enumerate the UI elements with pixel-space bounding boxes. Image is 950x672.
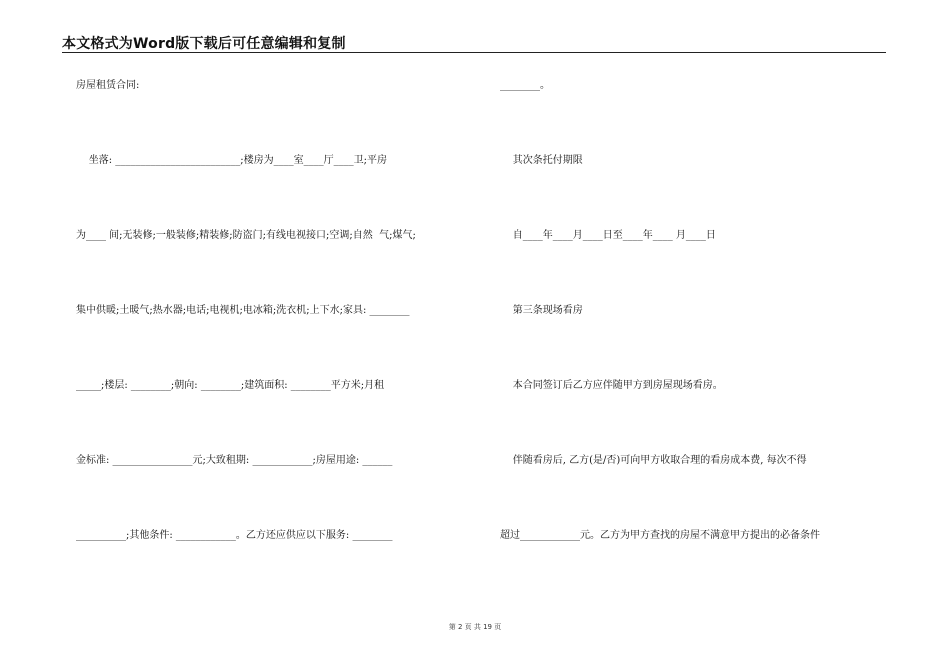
left-text-column [76, 0, 476, 672]
page-number-footer: 第 2 页 共 19 页 [448, 623, 502, 631]
left-line-4: 集中供暖;土暖气;热水器;电话;电视机;电冰箱;洗衣机;上下水;家具: ________ [76, 305, 410, 316]
right-text-column [500, 0, 890, 672]
document-header-title: 本文格式为Word版下载后可任意编辑和复制 [62, 36, 346, 52]
left-line-3: 为____ 间;无装修;一般装修;精装修;防盗门;有线电视接口;空调;自然 气;煤气; [76, 230, 416, 241]
right-line-1: ________。 [500, 80, 550, 91]
left-line-5: _____;楼层: ________;朝向: ________;建筑面积: ________平方米;月租 [76, 380, 385, 391]
left-line-6: 金标准: ________________元;大致租期: ____________;房屋用途: ______ [76, 455, 393, 466]
right-line-6: 伴随看房后, 乙方(是/否)可向甲方收取合理的看房成本费, 每次不得 [500, 455, 807, 466]
right-line-3: 自____年____月____日至____年____ 月____日 [500, 230, 716, 241]
left-line-1: 房屋租赁合同: [76, 80, 140, 91]
right-line-4: 第三条现场看房 [500, 305, 583, 316]
right-line-7: 超过____________元。乙方为甲方查找的房屋不满意甲方提出的必备条件 [500, 530, 820, 541]
left-line-7: __________;其他条件: ____________。乙方还应供应以下服务: ________ [76, 530, 393, 541]
right-line-2: 其次条托付期限 [500, 155, 583, 166]
left-line-2: 坐落: _________________________;楼房为____室____厅____卫;平房 [76, 155, 388, 166]
right-line-5: 本合同签订后乙方应伴随甲方到房屋现场看房。 [500, 380, 723, 391]
